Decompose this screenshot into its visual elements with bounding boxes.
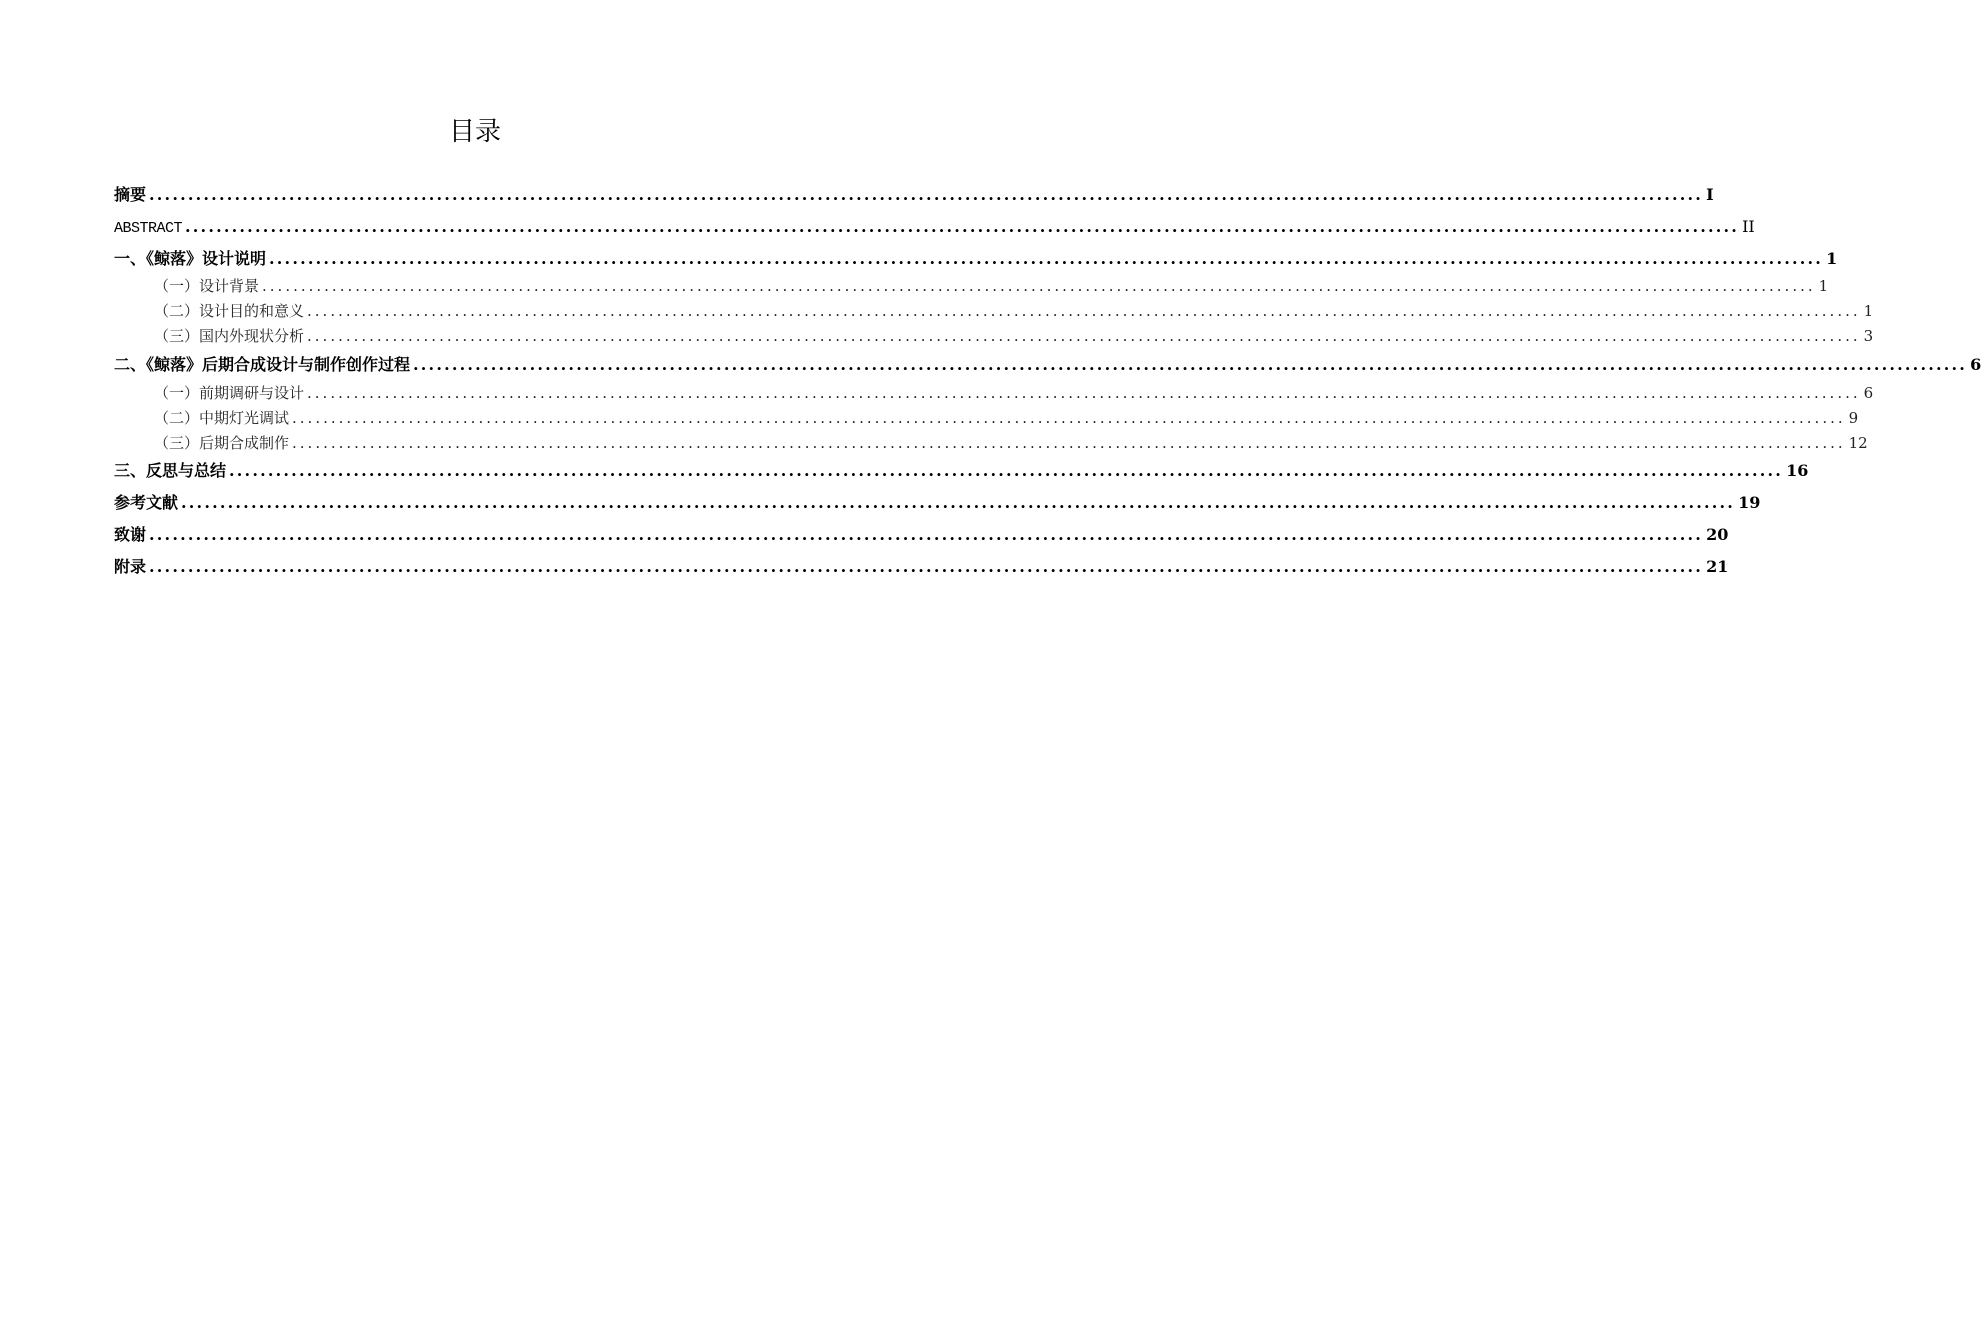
- toc-entry-page: I: [1706, 185, 1714, 204]
- toc-entry-page: II: [1742, 217, 1755, 236]
- toc-leader-dots: ........................................................................................................................................................................................................: [149, 185, 1704, 204]
- toc-entry-label: （一）设计背景: [154, 277, 260, 295]
- toc-entry-label: （二）中期灯光调试: [154, 409, 290, 427]
- toc-entry-acknowledgements[interactable]: [114, 523, 1729, 547]
- toc-entry-label: （一）前期调研与设计: [154, 384, 305, 402]
- toc-entry-abstract-cn[interactable]: [114, 183, 1714, 207]
- toc-entry-label: 致谢: [114, 525, 147, 544]
- toc-entry-page: 1: [1863, 302, 1874, 320]
- toc-leader-dots: ........................................................................................................................................................................................................: [269, 249, 1824, 268]
- toc-entry-appendix[interactable]: [114, 555, 1729, 579]
- toc-entry-abstract-en[interactable]: [114, 215, 1755, 239]
- toc-leader-dots: ........................................................................................................................................................................................................: [149, 557, 1704, 576]
- toc-leader-dots: ........................................................................................................................................................................................................: [262, 277, 1816, 295]
- toc-leader-dots: ........................................................................................................................................................................................................: [307, 302, 1861, 320]
- toc-leader-dots: ........................................................................................................................................................................................................: [292, 434, 1846, 452]
- toc-entry-page: 6: [1863, 384, 1874, 402]
- toc-entry-page: 9: [1848, 409, 1859, 427]
- toc-leader-dots: ........................................................................................................................................................................................................: [229, 461, 1784, 480]
- toc-entry-section-2-2[interactable]: [114, 406, 1859, 430]
- toc-leader-dots: ........................................................................................................................................................................................................: [181, 493, 1736, 512]
- toc-entry-chapter-2[interactable]: [114, 353, 1981, 377]
- toc-entry-label: 摘要: [114, 185, 147, 204]
- toc-entry-label: 二、《鲸落》后期合成设计与制作创作过程: [114, 355, 411, 374]
- toc-entry-section-1-3[interactable]: [114, 324, 1874, 348]
- toc-entry-page: 20: [1706, 525, 1729, 544]
- toc-entry-page: 1: [1826, 249, 1838, 268]
- toc-entry-page: 1: [1818, 277, 1829, 295]
- toc-entry-label: ABSTRACT: [114, 220, 183, 237]
- toc-entry-label: 参考文献: [114, 493, 179, 512]
- toc-leader-dots: ........................................................................................................................................................................................................: [307, 384, 1861, 402]
- toc-leader-dots: ........................................................................................................................................................................................................: [292, 409, 1846, 427]
- toc-entry-label: （三）国内外现状分析: [154, 327, 305, 345]
- toc-entry-label: 一、《鲸落》设计说明: [114, 249, 267, 268]
- toc-entry-page: 21: [1706, 557, 1729, 576]
- toc-leader-dots: ........................................................................................................................................................................................................: [149, 525, 1704, 544]
- toc-entry-label: （二）设计目的和意义: [154, 302, 305, 320]
- toc-entry-label: 三、反思与总结: [114, 461, 227, 480]
- toc-entry-section-1-2[interactable]: [114, 299, 1874, 323]
- toc-entry-page: 3: [1863, 327, 1874, 345]
- toc-entry-page: 16: [1786, 461, 1809, 480]
- toc-entry-section-2-1[interactable]: [114, 381, 1874, 405]
- toc-entry-section-1-1[interactable]: [114, 274, 1829, 298]
- toc-entry-page: 6: [1970, 355, 1981, 374]
- toc-leader-dots: ........................................................................................................................................................................................................: [307, 327, 1861, 345]
- toc-entry-label: （三）后期合成制作: [154, 434, 290, 452]
- toc-entry-references[interactable]: [114, 491, 1761, 515]
- toc-entry-label: 附录: [114, 557, 147, 576]
- toc-leader-dots: ........................................................................................................................................................................................................: [413, 355, 1968, 374]
- toc-entry-page: 19: [1738, 493, 1761, 512]
- toc-entry-page: 12: [1848, 434, 1868, 452]
- toc-leader-dots: ........................................................................................................................................................................................................: [185, 217, 1740, 236]
- page-title: 目录: [448, 117, 501, 147]
- toc-entry-chapter-3[interactable]: [114, 459, 1809, 483]
- toc-entry-chapter-1[interactable]: [114, 247, 1838, 271]
- toc-entry-section-2-3[interactable]: [114, 431, 1868, 455]
